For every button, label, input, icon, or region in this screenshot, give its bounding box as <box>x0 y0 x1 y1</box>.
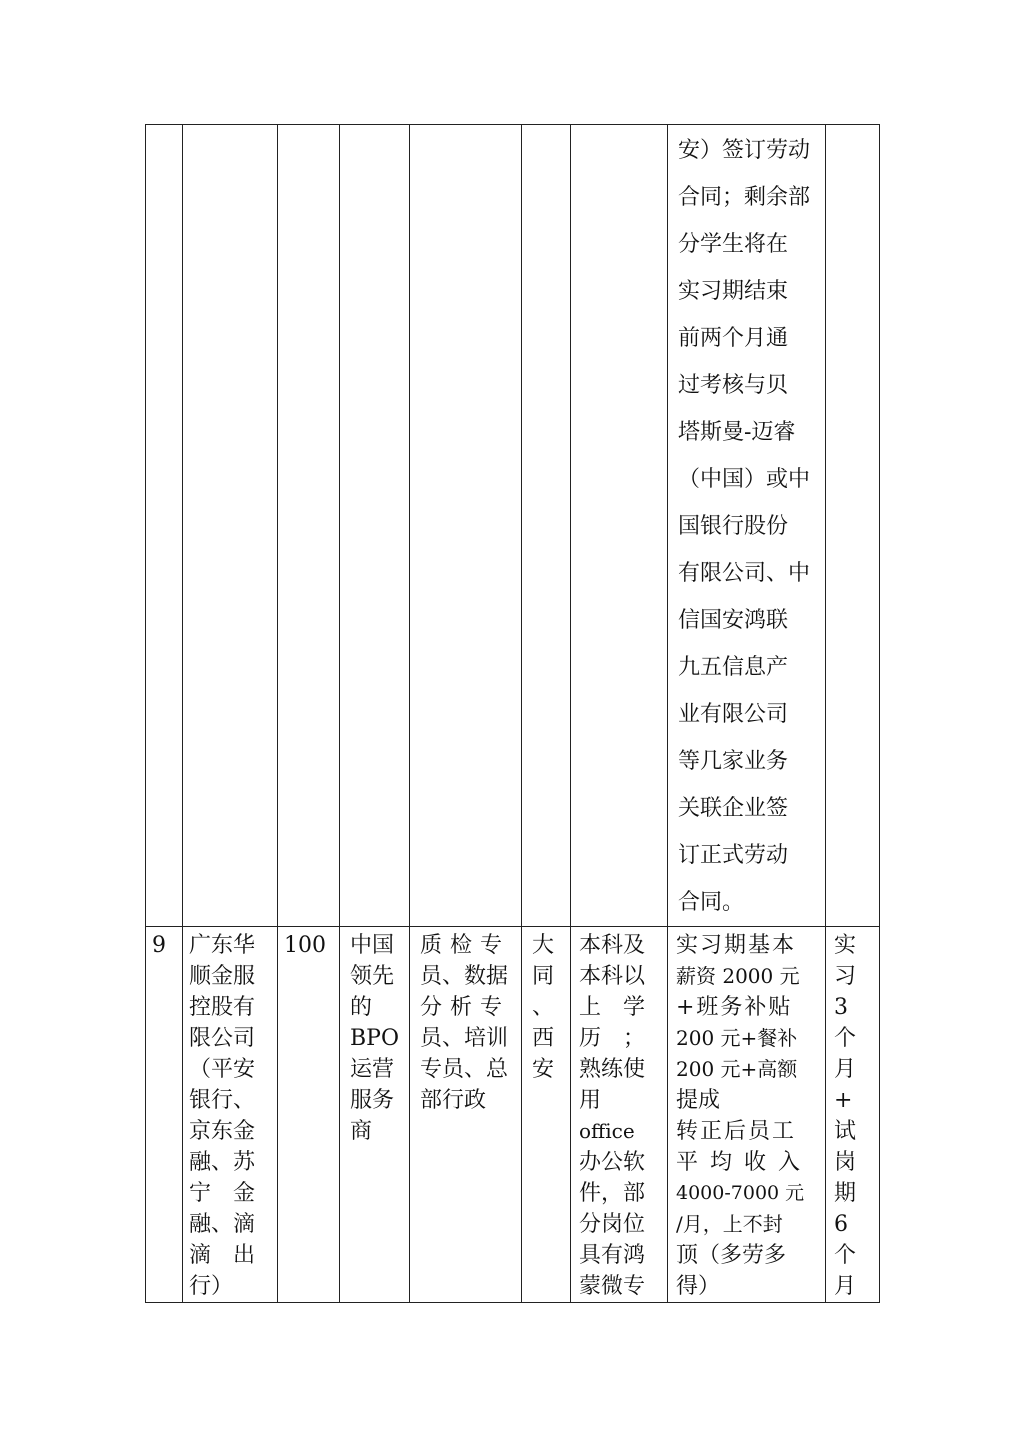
requirement-line: 具有鸿 <box>579 1243 646 1268</box>
salary-line: +班务补贴 <box>676 995 793 1020</box>
requirement-line: 用 <box>579 1088 602 1113</box>
cell-period <box>826 927 880 1303</box>
company-line: 滴 出 <box>189 1243 256 1268</box>
headcount: 100 <box>284 933 326 958</box>
note-line: 分学生将在 <box>678 232 789 257</box>
cell-salary <box>668 927 826 1303</box>
period-line: 3 <box>834 995 848 1020</box>
cell-requirements <box>571 125 668 927</box>
cell-period <box>826 125 880 927</box>
positions-line: 分析专 <box>420 995 511 1020</box>
note-line: 信国安鸿联 <box>678 608 789 633</box>
positions-line: 员、培训 <box>420 1026 509 1051</box>
intro-line: 商 <box>350 1119 373 1144</box>
note-line: 合同。 <box>678 890 745 915</box>
intro-line: 的 <box>350 995 373 1020</box>
period-line: 个 <box>834 1243 857 1268</box>
location-line: 同 <box>532 964 555 989</box>
intro-line: BPO <box>350 1026 400 1051</box>
recruitment-table <box>145 124 880 1303</box>
note-line: 塔斯曼-迈睿 <box>678 420 796 445</box>
salary-line: 薪资 2000 元 <box>676 964 800 988</box>
requirement-line: 蒙微专 <box>579 1274 646 1299</box>
company-line: 宁 金 <box>189 1181 256 1206</box>
company-line: （平安 <box>189 1057 256 1082</box>
positions-line: 员、数据 <box>420 964 509 989</box>
cell-index <box>146 927 183 1303</box>
company-line: 顺金服 <box>189 964 256 989</box>
company-line: 控股有 <box>189 995 256 1020</box>
period-line: 月 <box>834 1274 857 1299</box>
row-index: 9 <box>152 933 166 958</box>
salary-line: 实习期基本 <box>676 933 797 958</box>
note-line: 有限公司、中 <box>678 561 811 586</box>
company-line: 京东金 <box>189 1119 256 1144</box>
location-line: 大 <box>532 933 555 958</box>
requirement-line: 办公软 <box>579 1150 646 1175</box>
note-line: （中国）或中 <box>678 467 811 492</box>
note-line: 实习期结束 <box>678 279 789 304</box>
cell-intro <box>340 927 410 1303</box>
requirement-line: 本科以 <box>579 964 646 989</box>
note-line: 关联企业签 <box>678 796 789 821</box>
cell-location <box>522 125 571 927</box>
note-line: 过考核与贝 <box>678 373 789 398</box>
salary-line: 提成 <box>676 1088 721 1113</box>
cell-intro <box>340 125 410 927</box>
requirement-line: 熟练使 <box>579 1057 646 1082</box>
cell-salary-note <box>668 125 826 927</box>
positions-line: 部行政 <box>420 1088 487 1113</box>
cell-index <box>146 125 183 927</box>
salary-line: 得） <box>676 1274 721 1299</box>
period-line: 习 <box>834 964 857 989</box>
note-line: 订正式劳动 <box>678 843 789 868</box>
requirement-line: 分岗位 <box>579 1212 646 1237</box>
positions-line: 质检专 <box>420 933 511 958</box>
cell-count <box>278 927 340 1303</box>
salary-line: 转正后员工 <box>676 1119 797 1144</box>
period-line: 试 <box>834 1119 857 1144</box>
note-line: 安）签订劳动 <box>678 138 811 163</box>
salary-line: /月，上不封 <box>676 1212 783 1236</box>
requirement-line: 件，部 <box>579 1181 646 1206</box>
period-line: 6 <box>834 1212 848 1237</box>
requirement-line: 历 ； <box>579 1026 646 1051</box>
company-line: 广东华 <box>189 933 256 958</box>
requirement-line: office <box>579 1119 635 1143</box>
location-line: 安 <box>532 1057 555 1082</box>
company-line: 银行、 <box>189 1088 256 1113</box>
intro-line: 服务 <box>350 1088 395 1113</box>
intro-line: 运营 <box>350 1057 395 1082</box>
location-line: 西 <box>532 1026 555 1051</box>
period-line: 月 <box>834 1057 857 1082</box>
note-line: 合同；剩余部 <box>678 185 811 210</box>
cell-positions <box>410 125 522 927</box>
note-line: 业有限公司 <box>678 702 789 727</box>
cell-location <box>522 927 571 1303</box>
salary-line: 4000-7000 元 <box>676 1182 805 1204</box>
note-line: 国银行股份 <box>678 514 789 539</box>
requirement-line: 上 学 <box>579 995 646 1020</box>
cell-count <box>278 125 340 927</box>
note-line: 前两个月通 <box>678 326 789 351</box>
salary-line: 200 元+餐补 <box>676 1026 798 1050</box>
table-row-9 <box>146 927 880 1303</box>
positions-line: 专员、总 <box>420 1057 509 1082</box>
period-line: 实 <box>834 933 857 958</box>
company-line: 限公司 <box>189 1026 256 1051</box>
cell-company <box>183 927 278 1303</box>
location-line: 、 <box>532 995 555 1020</box>
cell-positions <box>410 927 522 1303</box>
salary-line: 200 元+高额 <box>676 1057 798 1081</box>
company-line: 行） <box>189 1274 234 1299</box>
intro-line: 领先 <box>350 964 395 989</box>
table-row-continuation <box>146 125 880 927</box>
company-line: 融、苏 <box>189 1150 256 1175</box>
cell-requirements <box>571 927 668 1303</box>
salary-line: 顶（多劳多 <box>676 1243 787 1268</box>
period-line: 个 <box>834 1026 857 1051</box>
period-line: 岗 <box>834 1150 857 1175</box>
cell-company <box>183 125 278 927</box>
period-line: 期 <box>834 1181 857 1206</box>
note-line: 等几家业务 <box>678 749 789 774</box>
period-line: + <box>834 1088 853 1113</box>
requirement-line: 本科及 <box>579 933 646 958</box>
intro-line: 中国 <box>350 933 395 958</box>
salary-line: 平均收入 <box>676 1150 813 1175</box>
note-line: 九五信息产 <box>678 655 789 680</box>
company-line: 融、滴 <box>189 1212 256 1237</box>
